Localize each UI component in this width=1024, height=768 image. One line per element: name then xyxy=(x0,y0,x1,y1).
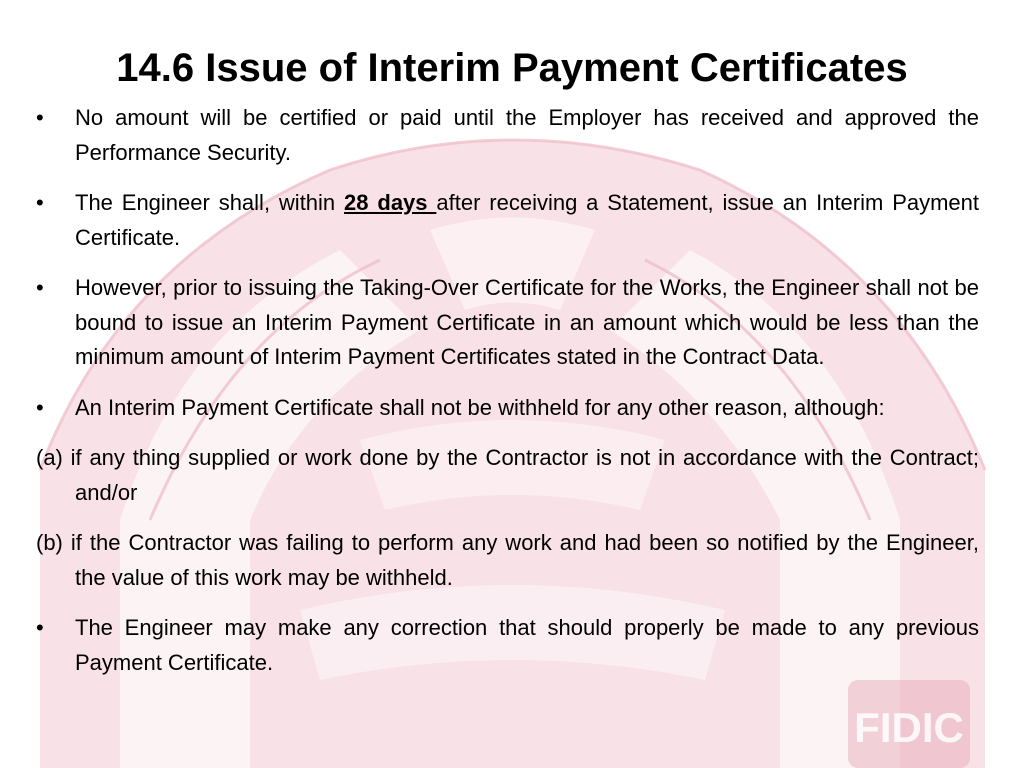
bullet-icon: • xyxy=(36,615,44,640)
bullet-item xyxy=(36,186,979,255)
bullet-text-after: after receiving a Statement, issue an Interim Payment Certificate. xyxy=(75,190,980,250)
bullet-icon: • xyxy=(36,190,44,215)
bullet-text: An Interim Payment Certificate shall not be withheld for any other reason, although: xyxy=(75,394,885,420)
bullet-item xyxy=(36,101,979,170)
bullet-item xyxy=(36,391,979,426)
slide-body xyxy=(36,101,979,696)
watermark-logo-text: FIDIC xyxy=(854,704,964,751)
deadline-emphasis: 28 days xyxy=(344,190,437,215)
bullet-icon: • xyxy=(36,105,44,130)
bullet-text: No amount will be certified or paid until the Employer has received and approved the Performance Security. xyxy=(75,105,979,165)
bullet-item xyxy=(36,271,979,375)
bullet-text: However, prior to issuing the Taking-Over Certificate for the Works, the Engineer shall not be bound to issue an Interim Payment Certificate in an amount which would be less than the minimum amount of Interim Payment Certificates stated in the Contract Data. xyxy=(75,275,979,369)
page-title: 14.6 Issue of Interim Payment Certificates xyxy=(116,46,908,90)
bullet-icon: • xyxy=(36,275,44,300)
sub-item-a: (a) if any thing supplied or work done by the Contractor is not in accordance with the Contract; and/or xyxy=(36,445,979,505)
bullet-text: The Engineer may make any correction that should properly be made to any previous Payment Certificate. xyxy=(75,615,979,675)
bullet-icon: • xyxy=(36,394,44,420)
bullet-item xyxy=(36,611,979,680)
bullet-text-before: The Engineer shall, within xyxy=(75,190,345,215)
sub-item-b: (b) if the Contractor was failing to perform any work and had been so notified by the Engineer, the value of this work may be withheld. xyxy=(36,530,979,590)
